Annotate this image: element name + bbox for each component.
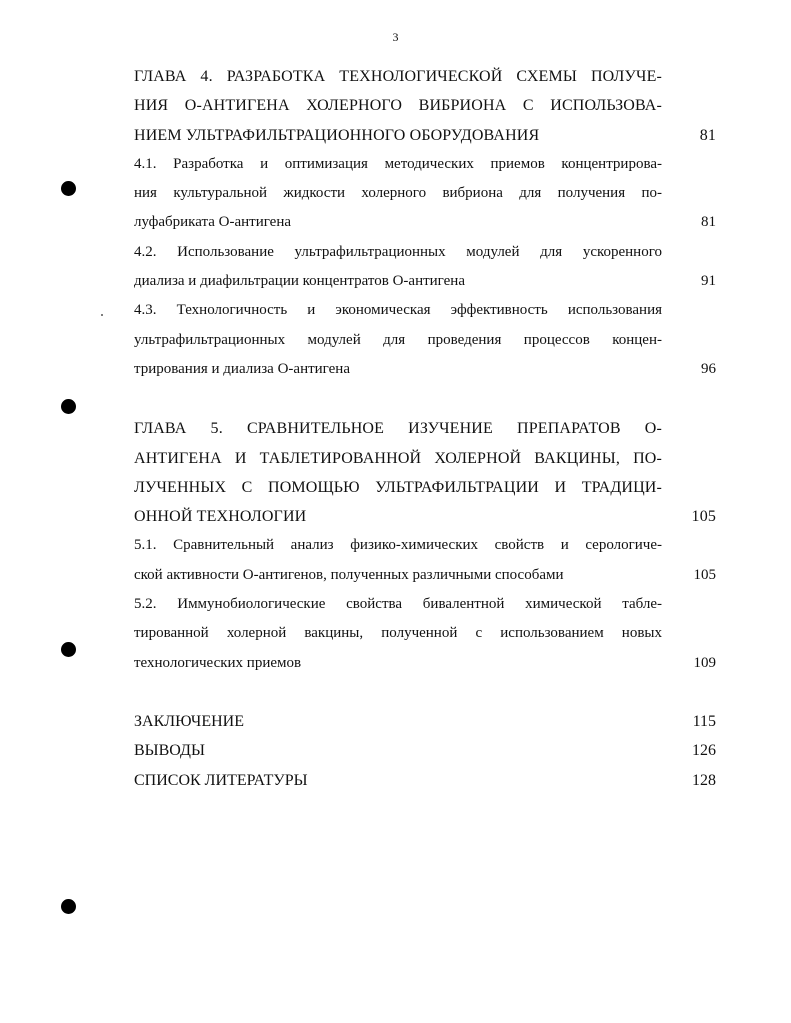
section-text: ния культуральной жидкости холерного вибриона для получения по- <box>134 185 662 202</box>
chapter-title-text: НИЯ О-АНТИГЕНА ХОЛЕРНОГО ВИБРИОНА С ИСПОЛЬЗОВА- <box>134 97 662 115</box>
toc-line <box>134 121 716 150</box>
page-ref: 126 <box>692 742 716 760</box>
section-text: 4.2. Использование ультрафильтрационных модулей для ускоренного <box>134 243 662 260</box>
chapter-title-text: ГЛАВА 5. СРАВНИТЕЛЬНОЕ ИЗУЧЕНИЕ ПРЕПАРАТОВ О- <box>134 420 662 438</box>
toc-line <box>134 208 716 237</box>
section-text: технологических приемов <box>134 654 302 671</box>
toc-line <box>134 590 716 619</box>
page-ref: 81 <box>701 214 716 231</box>
toc-line <box>134 649 716 678</box>
page-ref: 109 <box>693 654 716 671</box>
toc-line <box>134 414 716 443</box>
toc-line <box>134 326 716 355</box>
toc-line <box>134 355 716 384</box>
entry-label: ВЫВОДЫ <box>134 742 205 760</box>
binder-hole <box>61 399 76 414</box>
section-text: луфабриката О-антигена <box>134 214 292 231</box>
page-ref: 105 <box>693 566 716 583</box>
section-text: трирования и диализа О-антигена <box>134 360 350 377</box>
toc-line <box>134 150 716 179</box>
section-text: диализа и диафильтрации концентратов О-антигена <box>134 273 465 290</box>
chapter-title-text: НИЕМ УЛЬТРАФИЛЬТРАЦИОННОГО ОБОРУДОВАНИЯ <box>134 126 540 144</box>
chapter-title-text: ГЛАВА 4. РАЗРАБОТКА ТЕХНОЛОГИЧЕСКОЙ СХЕМЫ ПОЛУЧЕ- <box>134 68 662 85</box>
binder-hole <box>61 642 76 657</box>
toc-line <box>134 91 716 120</box>
section-text: ультрафильтрационных модулей для проведения процессов концен- <box>134 331 662 348</box>
section-text: 5.2. Иммунобиологические свойства бивалентной химической табле- <box>134 596 662 613</box>
entry-label: ЗАКЛЮЧЕНИЕ <box>134 712 244 730</box>
toc-line <box>134 238 716 267</box>
binder-hole <box>61 181 76 196</box>
toc-line <box>134 179 716 208</box>
toc-entry-conclusion[interactable] <box>134 707 716 736</box>
toc-line <box>134 267 716 296</box>
toc-line <box>134 62 716 91</box>
page-ref: 128 <box>692 771 716 789</box>
section-4-2[interactable] <box>134 238 716 297</box>
binder-hole <box>61 899 76 914</box>
page-number: 3 <box>392 30 399 44</box>
table-of-contents <box>134 62 716 795</box>
toc-line <box>134 296 716 325</box>
page-ref: 105 <box>691 508 716 526</box>
section-text: ской активности О-антигенов, полученных различными способами <box>134 566 564 583</box>
page-ref: 115 <box>692 712 716 730</box>
section-text: 4.3. Технологичность и экономическая эффективность использования <box>134 302 662 319</box>
section-4-3[interactable] <box>134 296 716 384</box>
section-5-1[interactable] <box>134 531 716 590</box>
chapter-title-text: АНТИГЕНА И ТАБЛЕТИРОВАННОЙ ХОЛЕРНОЙ ВАКЦИНЫ, ПО- <box>134 449 662 467</box>
page-ref: 96 <box>701 360 716 377</box>
toc-entry-references[interactable] <box>134 766 716 795</box>
toc-line <box>134 473 716 502</box>
spacer <box>134 678 716 707</box>
scan-speck <box>101 314 103 316</box>
section-text: 4.1. Разработка и оптимизация методических приемов концентрирова- <box>134 155 662 172</box>
section-text: тированной холерной вакцины, полученной с использованием новых <box>134 625 662 642</box>
chapter-title-text: ЛУЧЕННЫХ С ПОМОЩЬЮ УЛЬТРАФИЛЬТРАЦИИ И ТРАДИЦИ- <box>134 478 662 496</box>
entry-label: СПИСОК ЛИТЕРАТУРЫ <box>134 771 308 789</box>
toc-line <box>134 561 716 590</box>
section-5-2[interactable] <box>134 590 716 678</box>
toc-entry-conclusions[interactable] <box>134 736 716 765</box>
page-ref: 91 <box>701 273 716 290</box>
chapter-title-text: ОННОЙ ТЕХНОЛОГИИ <box>134 508 307 526</box>
chapter-5-title[interactable] <box>134 414 716 531</box>
section-text: 5.1. Сравнительный анализ физико-химических свойств и серологиче- <box>134 537 662 554</box>
toc-line <box>134 502 716 531</box>
section-4-1[interactable] <box>134 150 716 238</box>
toc-line <box>134 619 716 648</box>
final-entries <box>134 707 716 795</box>
page-ref: 81 <box>699 126 716 144</box>
toc-line <box>134 444 716 473</box>
spacer <box>134 384 716 414</box>
chapter-4-title[interactable] <box>134 62 716 150</box>
toc-line <box>134 531 716 560</box>
